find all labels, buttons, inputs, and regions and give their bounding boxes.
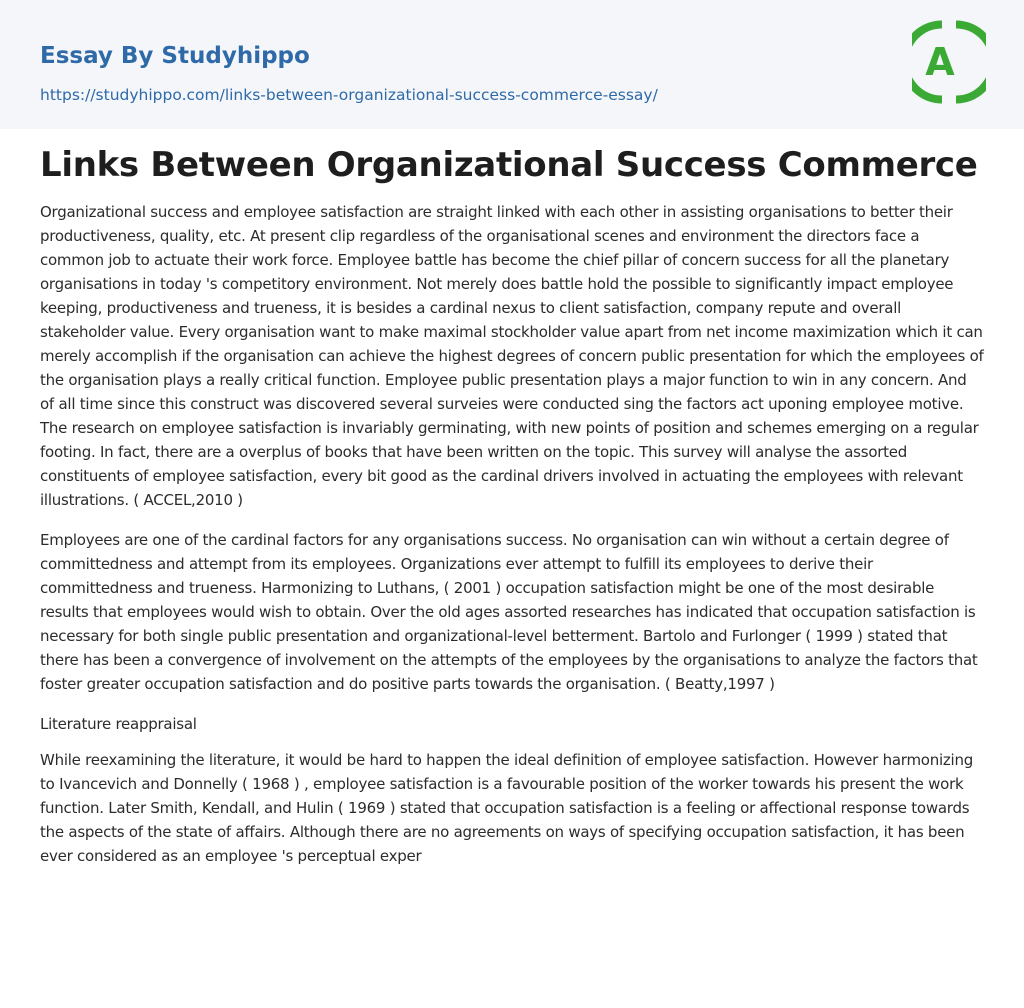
- logo-icon: [912, 20, 986, 104]
- article-paragraph: While reexamining the literature, it would be hard to happen the ideal definition of employee satisfaction. However harmonizing to Ivancevich and Donnelly ( 1968 ) , employee satisfaction is a favourable position of the worker towards his present the work function. Later Smith, Kendall, and Hulin ( 1969 ) stated that occupation satisfaction is a feeling or affectional response towards the aspects of the state of affairs. Although there are no agreements on ways of specifying occupation satisfaction, it has been ever considered as an employee 's perceptual exper: [40, 751, 973, 865]
- site-brand-title[interactable]: Essay By Studyhippo: [40, 43, 310, 69]
- section-heading-literature: Literature reappraisal: [40, 715, 197, 733]
- source-url-link[interactable]: https://studyhippo.com/links-between-organizational-success-commerce-essay/: [40, 86, 658, 104]
- article-content: [40, 145, 984, 884]
- article-paragraph: Employees are one of the cardinal factors for any organisations success. No organisation can win without a certain degree of committedness and attempt from its employees. Organizations ever attempt to fulfill its employees to derive their committedness and trueness. Harmonizing to Luthans, ( 2001 ) occupation satisfaction might be one of the most desirable results that employees would wish to obtain. Over the old ages assorted researches has indicated that occupation satisfaction is necessary for both single public presentation and organizational-level betterment. Bartolo and Furlonger ( 1999 ) stated that there has been a convergence of involvement on the attempts of the employees by the organisations to analyze the factors that foster greater occupation satisfaction and do positive parts towards the organisation. ( Beatty,1997 ): [40, 531, 978, 693]
- studyhippo-logo[interactable]: [912, 20, 986, 104]
- page-title: Links Between Organizational Success Commerce: [40, 145, 978, 185]
- site-header: [0, 0, 1024, 129]
- logo-letter: A: [925, 40, 955, 84]
- article-paragraph: Organizational success and employee satisfaction are straight linked with each other in assisting organisations to better their productiveness, quality, etc. At present clip regardless of the organisational scenes and environment the directors face a common job to actuate their work force. Employee battle has become the chief pillar of concern success for all the planetary organisations in today 's competitory environment. Not merely does battle hold the possible to significantly impact employee keeping, productiveness and trueness, it is besides a cardinal nexus to client satisfaction, company repute and overall stakeholder value. Every organisation want to make maximal stockholder value apart from net income maximization which it can merely accomplish if the organisation can achieve the highest degrees of concern public presentation for which the employees of the organisation plays a really critical function. Employee public presentation plays a major function to win in any concern. And of all time since this construct was discovered several surveies were conducted sing the factors act uponing employee motive. The research on employee satisfaction is invariably germinating, with new points of position and schemes emerging on a regular footing. In fact, there are a overplus of books that have been written on the topic. This survey will analyse the assorted constituents of employee satisfaction, every bit good as the cardinal drivers involved in actuating the employees with relevant illustrations. ( ACCEL,2010 ): [40, 203, 984, 509]
